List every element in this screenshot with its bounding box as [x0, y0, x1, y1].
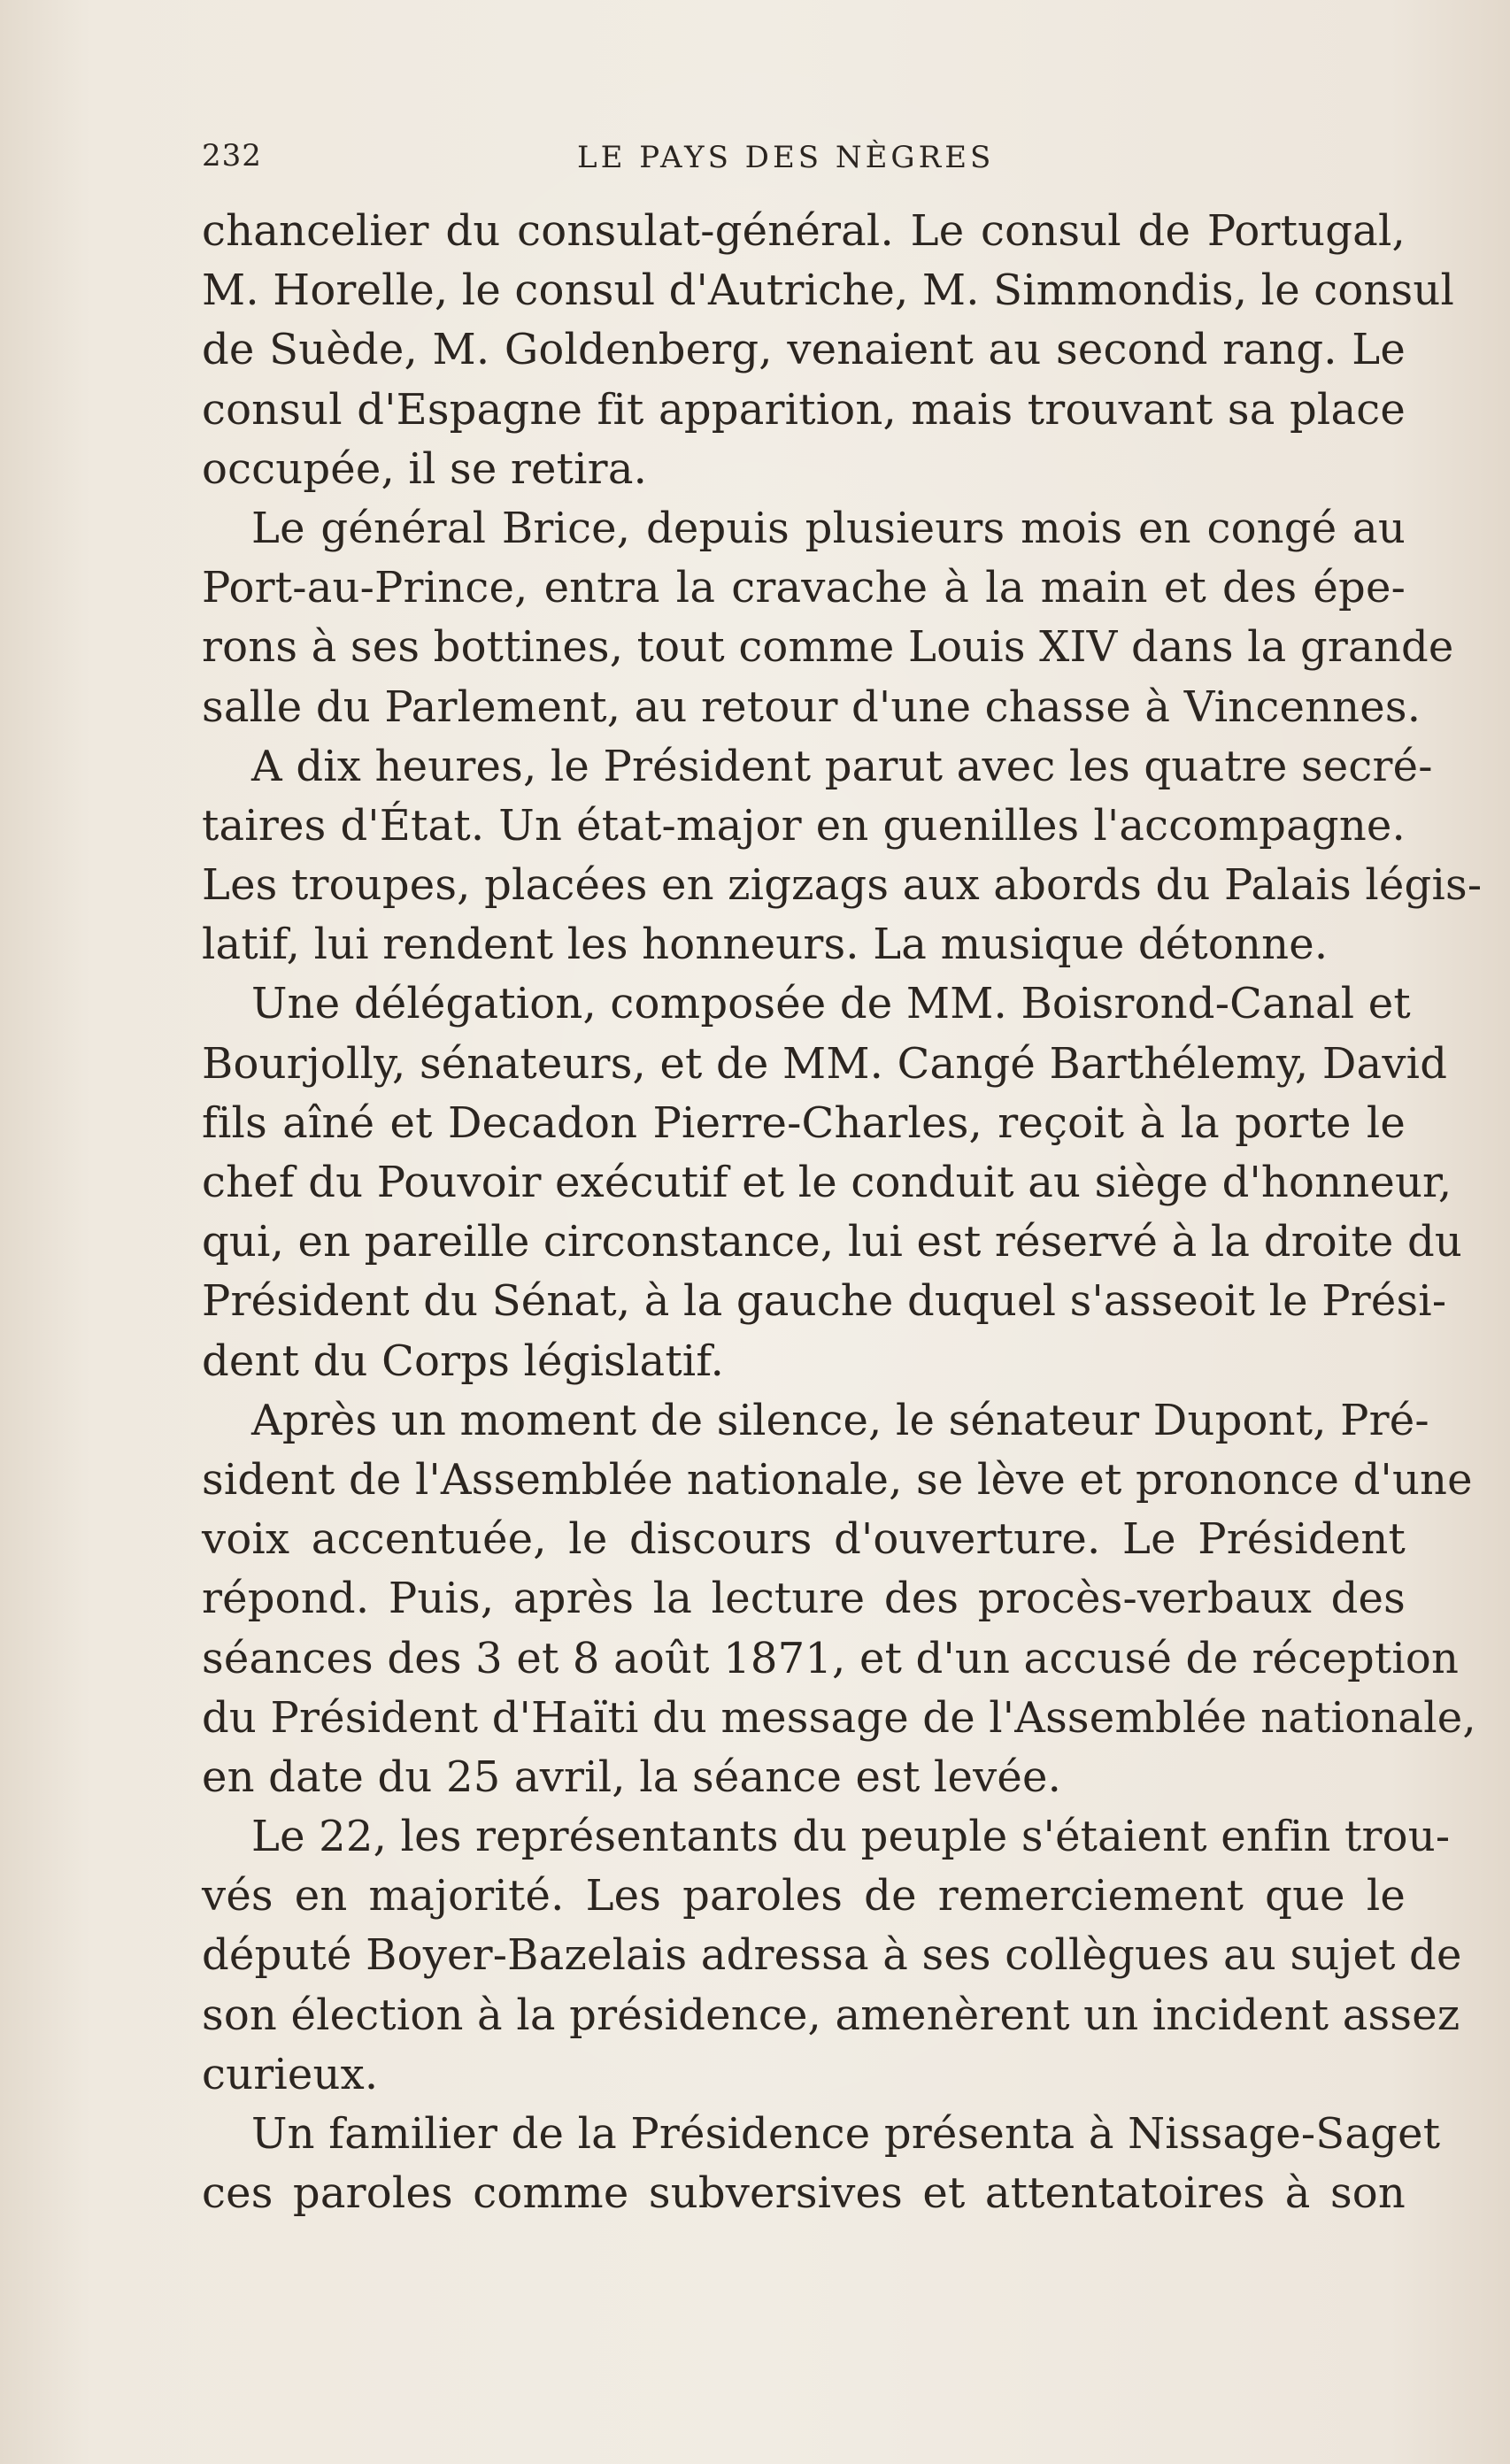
page-header — [202, 138, 1406, 177]
text-line: sident de l'Assemblée nationale, se lève et prononce d'une — [202, 1454, 1473, 1505]
text-line: consul d'Espagne fit apparition, mais trouvant sa place — [202, 384, 1406, 435]
text-line: rons à ses bottines, tout comme Louis XIV dans la grande — [202, 622, 1454, 673]
text-line: fils aîné et Decadon Pierre-Charles, reçoit à la porte le — [202, 1097, 1406, 1148]
text-line: du Président d'Haïti du message de l'Assemblée nationale, — [202, 1692, 1476, 1743]
text-line: occupée, il se retira. — [202, 443, 648, 494]
text-line: chancelier du consulat-général. Le consul de Portugal, — [202, 206, 1406, 256]
text-line: ces paroles comme subversives et attentatoires à son — [202, 2168, 1406, 2219]
text-line: Port-au-Prince, entra la cravache à la main et des épe- — [202, 563, 1406, 613]
page-number: 232 — [202, 138, 262, 173]
text-line: chef du Pouvoir exécutif et le conduit au siège d'honneur, — [202, 1158, 1452, 1207]
text-line: vés en majorité. Les paroles de remerciement que le — [202, 1871, 1406, 1921]
text-line: Une délégation, composée de MM. Boisrond-Canal et — [251, 979, 1411, 1029]
text-line: latif, lui rendent les honneurs. La musique détonne. — [202, 920, 1329, 970]
text-line: curieux. — [202, 2049, 379, 2099]
text-line: en date du 25 avril, la séance est levée. — [202, 1752, 1062, 1802]
body-text — [202, 202, 1483, 2223]
text-line: Le 22, les représentants du peuple s'étaient enfin trou- — [251, 1812, 1451, 1862]
text-line: Le général Brice, depuis plusieurs mois en congé au — [251, 503, 1406, 553]
text-line: son élection à la présidence, amenèrent un incident assez — [202, 1990, 1460, 2040]
text-line: séances des 3 et 8 août 1871, et d'un accusé de réception — [202, 1633, 1460, 1683]
text-line: qui, en pareille circonstance, lui est réservé à la droite du — [202, 1217, 1463, 1267]
text-line: répond. Puis, après la lecture des procès-verbaux des — [202, 1574, 1406, 1624]
text-line: Bourjolly, sénateurs, et de MM. Cangé Barthélemy, David — [202, 1038, 1448, 1089]
text-line: Un familier de la Présidence présenta à Nissage-Saget — [251, 2109, 1441, 2159]
text-line: salle du Parlement, au retour d'une chasse à Vincennes. — [202, 681, 1421, 732]
text-line: député Boyer-Bazelais adressa à ses collègues au sujet de — [202, 1930, 1462, 1981]
text-line: A dix heures, le Président parut avec les quatre secré- — [251, 741, 1433, 791]
text-line: dent du Corps législatif. — [202, 1336, 725, 1386]
text-line: taires d'État. Un état-major en guenilles l'accompagne. — [202, 800, 1406, 851]
text-line: voix accentuée, le discours d'ouverture. Le Président — [202, 1514, 1406, 1565]
text-line: M. Horelle, le consul d'Autriche, M. Simmondis, le consul — [202, 266, 1455, 316]
running-title: LE PAYS DES NÈGRES — [577, 140, 995, 175]
text-line: de Suède, M. Goldenberg, venaient au second rang. Le — [202, 325, 1406, 375]
text-line: Président du Sénat, à la gauche duquel s'asseoit le Prési- — [202, 1276, 1447, 1327]
text-line: Après un moment de silence, le sénateur Dupont, Pré- — [251, 1395, 1429, 1445]
text-line: Les troupes, placées en zigzags aux abords du Palais légis- — [202, 860, 1483, 911]
